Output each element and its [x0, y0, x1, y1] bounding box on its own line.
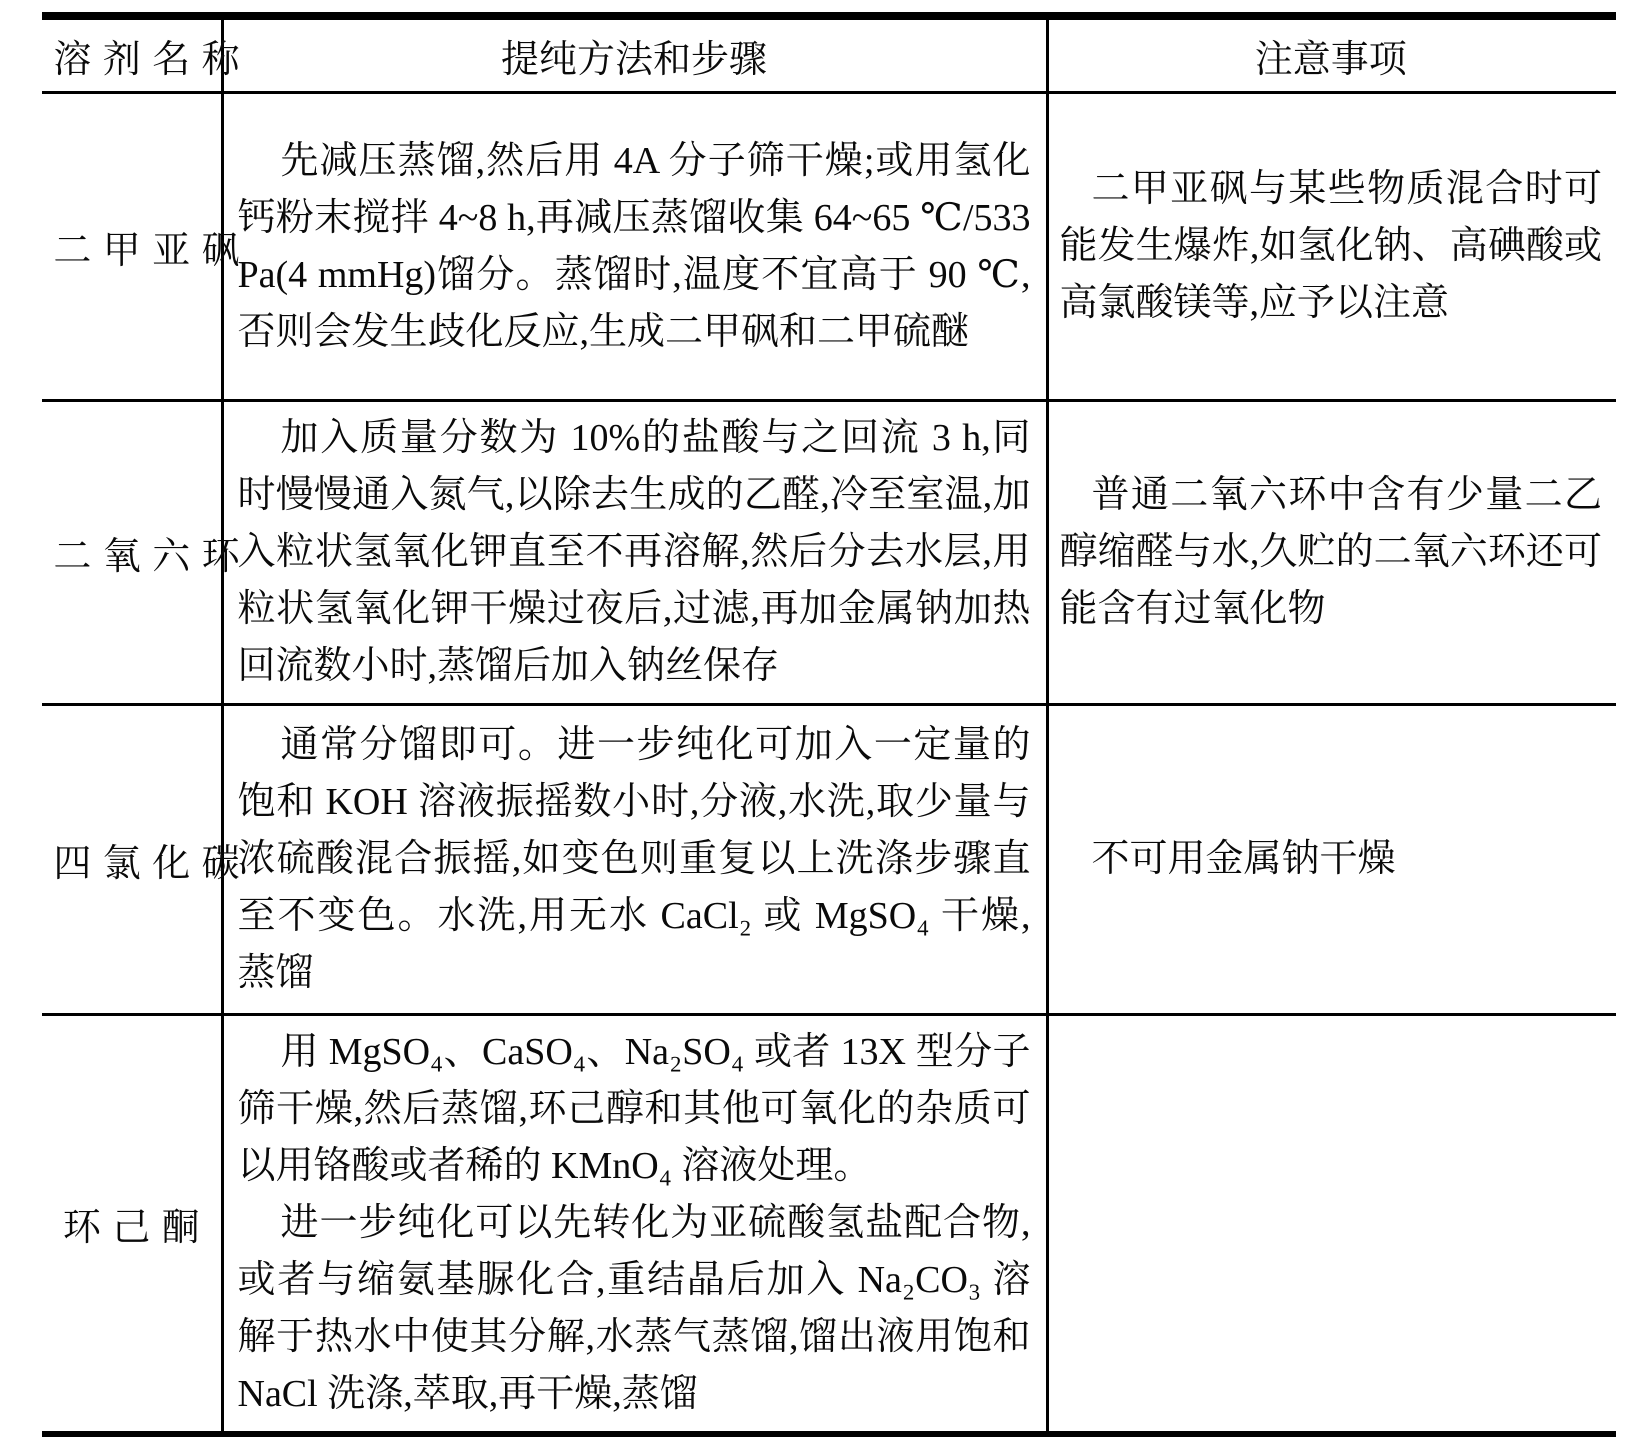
table-row-cyclohexanone [42, 1015, 1616, 1435]
method-cell [222, 93, 1047, 401]
table-row-carbon-tetrachloride [42, 705, 1616, 1015]
header-row [42, 16, 1616, 93]
table-header [42, 16, 1616, 93]
method-paragraph: 通常分馏即可。进一步纯化可加入一定量的饱和 KOH 溶液振摇数小时,分液,水洗,取少量与浓硫酸混合振摇,如变色则重复以上洗涤步骤直至不变色。水洗,用无水 CaCl₂ 或 MgSO₄ 干燥,蒸馏 [237, 724, 1031, 994]
table-row-dmso [42, 93, 1616, 401]
note-cell [1047, 401, 1616, 705]
method-cell [222, 705, 1047, 1015]
table-body [42, 93, 1616, 1435]
solvent-name-cell: 四氯化碳 [42, 705, 222, 1015]
note-paragraph: 普通二氧六环中含有少量二乙醇缩醛与水,久贮的二氧六环还可能含有过氧化物 [1059, 474, 1602, 630]
solvent-name-cell: 二甲亚砜 [42, 93, 222, 401]
note-cell-empty [1047, 1015, 1616, 1435]
note-paragraph: 二甲亚砜与某些物质混合时可能发生爆炸,如氢化钠、高碘酸或高氯酸镁等,应予以注意 [1059, 168, 1602, 324]
column-header-precautions: 注意事项 [1254, 39, 1407, 81]
method-cell [222, 1015, 1047, 1435]
column-header-solvent-name: 溶剂名称 [42, 16, 222, 93]
solvent-purification-table [42, 12, 1616, 1437]
method-paragraph: 加入质量分数为 10%的盐酸与之回流 3 h,同时慢慢通入氮气,以除去生成的乙醛,冷至室温,加入粒状氢氧化钾直至不再溶解,然后分去水层,用粒状氢氧化钾干燥过夜后,过滤,再加金属钠加热回流数小时,蒸馏后加入钠丝保存 [237, 417, 1031, 687]
solvent-name-cell: 二氧六环 [42, 401, 222, 705]
solvent-name-cell: 环己酮 [42, 1015, 222, 1435]
column-header-purification-method: 提纯方法和步骤 [222, 16, 1047, 93]
table-row-dioxane [42, 401, 1616, 705]
note-cell [1047, 93, 1616, 401]
method-cell [222, 401, 1047, 705]
note-cell [1047, 705, 1616, 1015]
method-paragraph: 用 MgSO₄、CaSO₄、Na₂SO₄ 或者 13X 型分子筛干燥,然后蒸馏,环己醇和其他可氧化的杂质可以用铬酸或者稀的 KMnO₄ 溶液处理。 [237, 1031, 1031, 1187]
note-paragraph: 不可用金属钠干燥 [1091, 838, 1396, 880]
method-paragraph: 先减压蒸馏,然后用 4A 分子筛干燥;或用氢化钙粉末搅拌 4~8 h,再减压蒸馏收集 64~65 ℃/533 Pa(4 mmHg)馏分。蒸馏时,温度不宜高于 90 ℃,否则会发生歧化反应,生成二甲砜和二甲硫醚 [237, 139, 1031, 353]
method-paragraph: 进一步纯化可以先转化为亚硫酸氢盐配合物,或者与缩氨基脲化合,重结晶后加入 Na₂CO₃ 溶解于热水中使其分解,水蒸气蒸馏,馏出液用饱和 NaCl 洗涤,萃取,再干燥,蒸馏 [237, 1202, 1031, 1415]
